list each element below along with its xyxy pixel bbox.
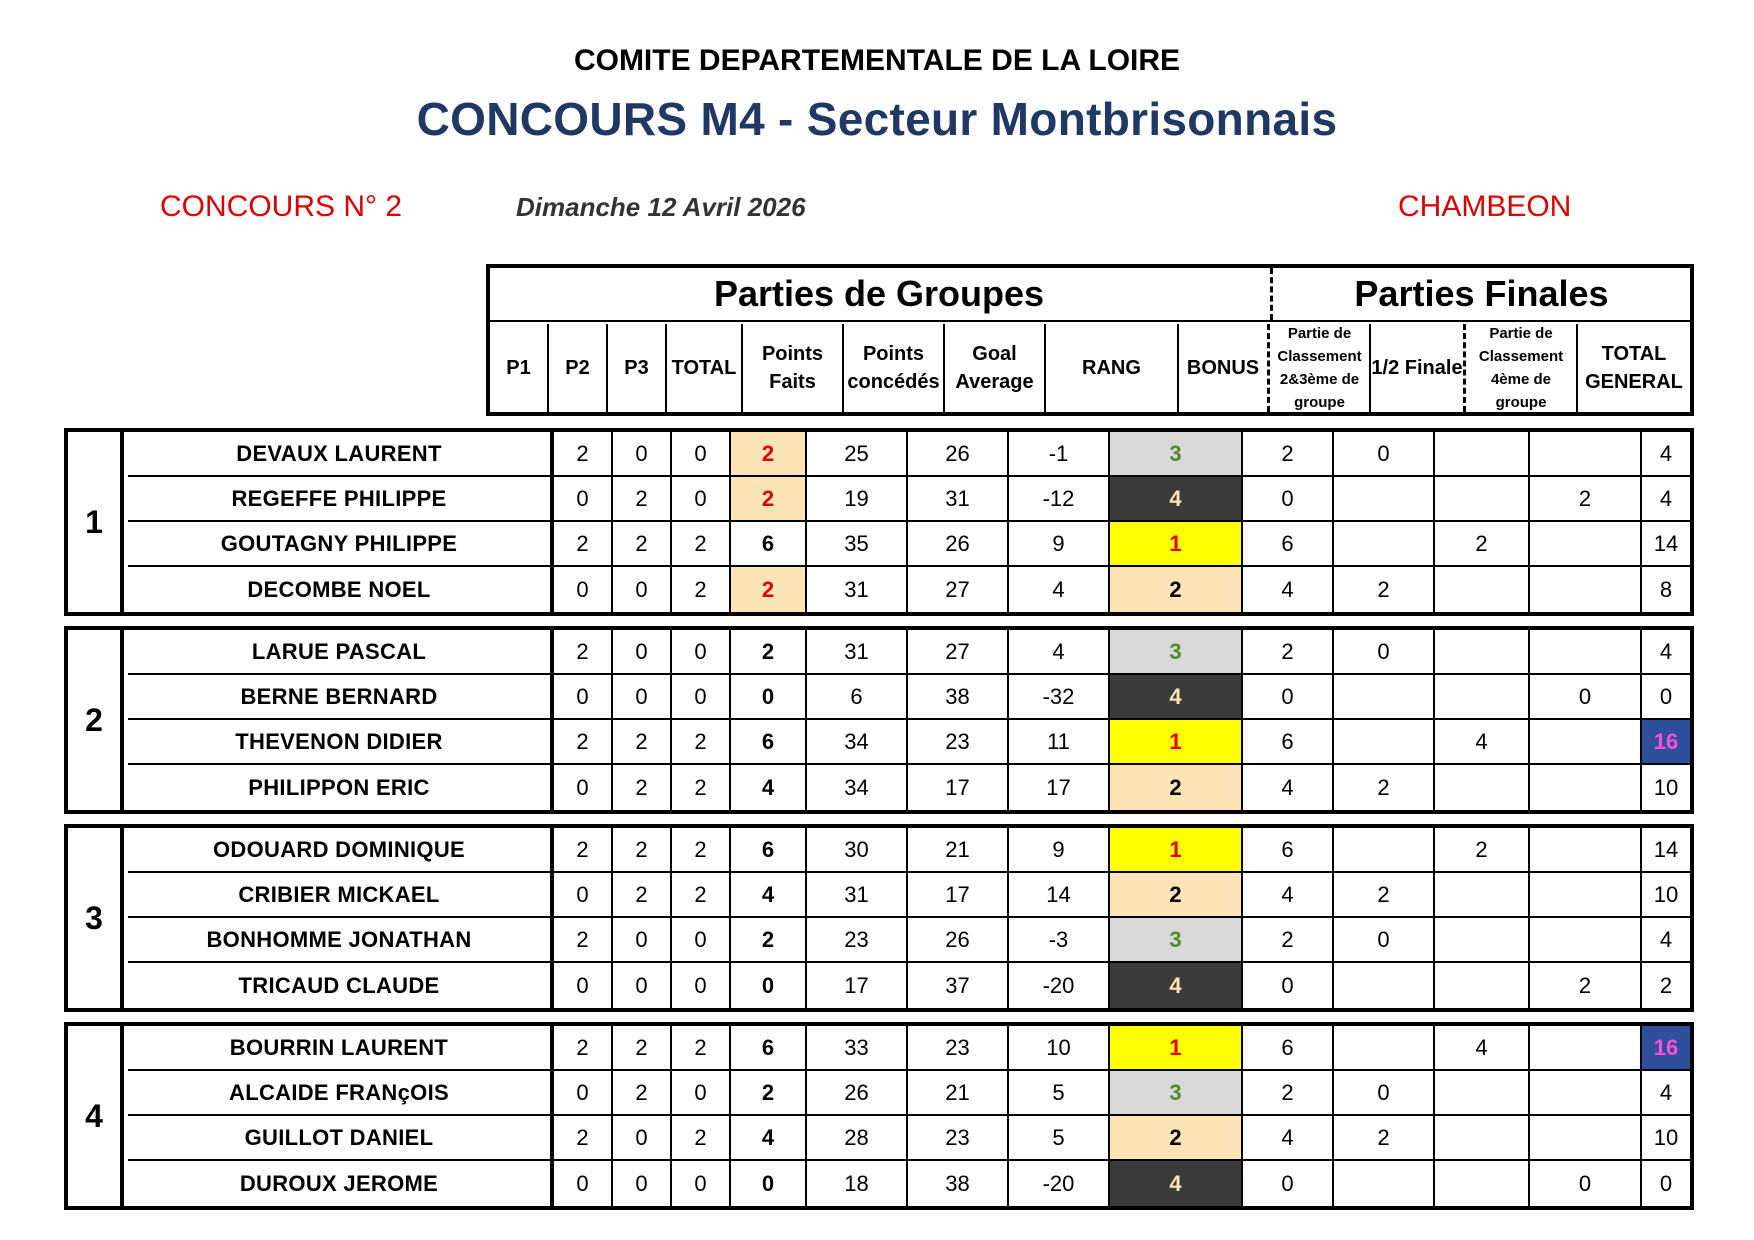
cell-rang: 4 xyxy=(1110,1161,1243,1206)
group-block xyxy=(64,626,1694,814)
cell-p2: 2 xyxy=(613,477,672,520)
concours-number: CONCOURS N° 2 xyxy=(160,190,403,223)
cell-class-23 xyxy=(1334,1161,1435,1206)
player-name: GOUTAGNY PHILIPPE xyxy=(128,522,554,565)
cell-rang: 4 xyxy=(1110,963,1243,1008)
cell-p3: 0 xyxy=(672,963,731,1008)
cell-points-concedes: 38 xyxy=(908,675,1009,718)
cell-points-concedes: 17 xyxy=(908,873,1009,916)
col-header-class-23: Partie de Classement 2&3ème de groupe xyxy=(1270,324,1371,412)
cell-total: 2 xyxy=(731,477,807,520)
cell-bonus: 6 xyxy=(1243,1026,1334,1069)
cell-class-4: 0 xyxy=(1530,675,1642,718)
cell-p3: 0 xyxy=(672,1071,731,1114)
table-row xyxy=(128,720,1690,765)
cell-bonus: 6 xyxy=(1243,522,1334,565)
cell-points-faits: 19 xyxy=(807,477,908,520)
cell-goal-average: -1 xyxy=(1009,432,1110,475)
cell-total-general: 2 xyxy=(1659,972,1673,998)
cell-semi: 2 xyxy=(1435,522,1530,565)
cell-total: 2 xyxy=(731,630,807,673)
cell-total-general: 0 xyxy=(1659,683,1673,709)
cell-p1: 0 xyxy=(554,765,613,810)
cell-p2: 2 xyxy=(613,1071,672,1114)
cell-goal-average: -20 xyxy=(1009,1161,1110,1206)
cell-points-concedes: 37 xyxy=(908,963,1009,1008)
cell-total: 4 xyxy=(731,873,807,916)
cell-semi xyxy=(1435,432,1530,475)
cell-bonus: 6 xyxy=(1243,828,1334,871)
cell-total: 4 xyxy=(731,765,807,810)
cell-bonus: 0 xyxy=(1243,477,1334,520)
cell-points-faits: 34 xyxy=(807,765,908,810)
cell-total-general: 10 xyxy=(1653,774,1679,800)
cell-points-concedes: 26 xyxy=(908,432,1009,475)
cell-semi xyxy=(1435,1071,1530,1114)
cell-class-23 xyxy=(1334,477,1435,520)
col-header-points-faits: Points Faits xyxy=(743,324,844,412)
cell-goal-average: 14 xyxy=(1009,873,1110,916)
cell-p3: 2 xyxy=(672,567,731,612)
cell-semi xyxy=(1435,477,1530,520)
cell-points-concedes: 27 xyxy=(908,567,1009,612)
cell-semi: 4 xyxy=(1435,1026,1530,1069)
cell-class-23: 2 xyxy=(1334,1116,1435,1159)
cell-points-faits: 31 xyxy=(807,873,908,916)
cell-total-general: 0 xyxy=(1659,1170,1673,1196)
cell-class-4: 2 xyxy=(1530,963,1642,1008)
cell-total: 2 xyxy=(731,918,807,961)
cell-goal-average: -32 xyxy=(1009,675,1110,718)
table-row xyxy=(128,1116,1690,1161)
cell-total: 6 xyxy=(731,522,807,565)
table-row xyxy=(128,432,1690,477)
cell-p2: 2 xyxy=(613,522,672,565)
table-row xyxy=(128,1071,1690,1116)
cell-points-concedes: 23 xyxy=(908,1116,1009,1159)
cell-rang: 2 xyxy=(1110,1116,1243,1159)
cell-points-faits: 31 xyxy=(807,567,908,612)
cell-p1: 0 xyxy=(554,567,613,612)
cell-class-4 xyxy=(1530,828,1642,871)
table-row xyxy=(128,873,1690,918)
cell-class-23: 0 xyxy=(1334,918,1435,961)
cell-p2: 2 xyxy=(613,828,672,871)
table-row xyxy=(128,675,1690,720)
cell-total-general: 4 xyxy=(1659,638,1673,664)
cell-p3: 0 xyxy=(672,432,731,475)
cell-p2: 2 xyxy=(613,873,672,916)
table-row xyxy=(128,828,1690,873)
cell-semi xyxy=(1435,963,1530,1008)
cell-class-23 xyxy=(1334,1026,1435,1069)
cell-p1: 2 xyxy=(554,1026,613,1069)
table-row xyxy=(128,963,1690,1008)
cell-total-general: 4 xyxy=(1659,485,1673,511)
cell-goal-average: 9 xyxy=(1009,522,1110,565)
cell-total: 0 xyxy=(731,675,807,718)
cell-class-23: 0 xyxy=(1334,432,1435,475)
col-header-p2: P2 xyxy=(549,324,608,412)
cell-total-general: 14 xyxy=(1653,836,1679,862)
cell-class-23 xyxy=(1334,522,1435,565)
cell-goal-average: 5 xyxy=(1009,1071,1110,1114)
player-name: CRIBIER MICKAEL xyxy=(128,873,554,916)
cell-class-23: 2 xyxy=(1334,765,1435,810)
cell-goal-average: -20 xyxy=(1009,963,1110,1008)
cell-total: 6 xyxy=(731,1026,807,1069)
cell-class-23: 0 xyxy=(1334,630,1435,673)
player-name: BOURRIN LAURENT xyxy=(128,1026,554,1069)
table-row xyxy=(128,1161,1690,1206)
cell-class-4 xyxy=(1530,765,1642,810)
cell-goal-average: 9 xyxy=(1009,828,1110,871)
player-name: ALCAIDE FRANçOIS xyxy=(128,1071,554,1114)
cell-p3: 2 xyxy=(672,828,731,871)
cell-rang: 3 xyxy=(1110,432,1243,475)
cell-bonus: 4 xyxy=(1243,567,1334,612)
cell-p3: 0 xyxy=(672,630,731,673)
cell-semi xyxy=(1435,765,1530,810)
cell-bonus: 0 xyxy=(1243,1161,1334,1206)
cell-total: 4 xyxy=(731,1116,807,1159)
concours-location: CHAMBEON xyxy=(1398,190,1572,223)
cell-total: 2 xyxy=(731,567,807,612)
cell-points-concedes: 21 xyxy=(908,828,1009,871)
cell-total: 6 xyxy=(731,828,807,871)
cell-total-general: 10 xyxy=(1653,1124,1679,1150)
table-row xyxy=(128,630,1690,675)
col-header-semi: 1/2 Finale xyxy=(1371,324,1466,412)
cell-semi xyxy=(1435,675,1530,718)
cell-semi: 2 xyxy=(1435,828,1530,871)
player-name: THEVENON DIDIER xyxy=(128,720,554,763)
cell-class-4 xyxy=(1530,432,1642,475)
col-header-p1: P1 xyxy=(490,324,549,412)
cell-points-faits: 30 xyxy=(807,828,908,871)
cell-bonus: 0 xyxy=(1243,675,1334,718)
cell-class-4 xyxy=(1530,1116,1642,1159)
cell-semi xyxy=(1435,918,1530,961)
cell-p3: 2 xyxy=(672,1116,731,1159)
cell-points-faits: 34 xyxy=(807,720,908,763)
cell-p1: 0 xyxy=(554,1071,613,1114)
player-name: ODOUARD DOMINIQUE xyxy=(128,828,554,871)
section-row xyxy=(490,268,1690,322)
cell-points-faits: 23 xyxy=(807,918,908,961)
cell-points-concedes: 31 xyxy=(908,477,1009,520)
cell-rang: 1 xyxy=(1110,1026,1243,1069)
cell-bonus: 2 xyxy=(1243,1071,1334,1114)
player-name: BONHOMME JONATHAN xyxy=(128,918,554,961)
cell-p3: 2 xyxy=(672,873,731,916)
col-header-total: TOTAL xyxy=(667,324,743,412)
cell-rang: 2 xyxy=(1110,765,1243,810)
cell-p1: 0 xyxy=(554,963,613,1008)
cell-total: 0 xyxy=(731,963,807,1008)
cell-total-general: 16 xyxy=(1642,720,1690,763)
player-name: LARUE PASCAL xyxy=(128,630,554,673)
cell-goal-average: -12 xyxy=(1009,477,1110,520)
player-name: DEVAUX LAURENT xyxy=(128,432,554,475)
cell-rang: 4 xyxy=(1110,477,1243,520)
cell-points-faits: 25 xyxy=(807,432,908,475)
cell-semi: 4 xyxy=(1435,720,1530,763)
player-name: DUROUX JEROME xyxy=(128,1161,554,1206)
cell-rang: 2 xyxy=(1110,873,1243,916)
cell-p1: 2 xyxy=(554,522,613,565)
cell-p2: 0 xyxy=(613,567,672,612)
cell-total: 2 xyxy=(731,432,807,475)
cell-p2: 0 xyxy=(613,1116,672,1159)
cell-class-4 xyxy=(1530,720,1642,763)
col-header-class-4: Partie de Classement 4ème de groupe xyxy=(1466,324,1578,412)
player-name: REGEFFE PHILIPPE xyxy=(128,477,554,520)
cell-class-4 xyxy=(1530,567,1642,612)
cell-points-concedes: 21 xyxy=(908,1071,1009,1114)
cell-p2: 2 xyxy=(613,720,672,763)
col-header-bonus: BONUS xyxy=(1179,324,1270,412)
cell-p2: 0 xyxy=(613,1161,672,1206)
cell-class-23 xyxy=(1334,963,1435,1008)
cell-p1: 0 xyxy=(554,1161,613,1206)
cell-total-general: 4 xyxy=(1659,440,1673,466)
cell-p2: 0 xyxy=(613,432,672,475)
group-block xyxy=(64,824,1694,1012)
cell-class-23: 2 xyxy=(1334,873,1435,916)
cell-bonus: 4 xyxy=(1243,1116,1334,1159)
cell-total-general: 14 xyxy=(1653,530,1679,556)
cell-class-4 xyxy=(1530,873,1642,916)
group-number: 3 xyxy=(68,828,124,1008)
cell-points-concedes: 26 xyxy=(908,918,1009,961)
cell-bonus: 0 xyxy=(1243,963,1334,1008)
cell-total-general: 4 xyxy=(1659,1079,1673,1105)
col-header-rang: RANG xyxy=(1046,324,1179,412)
player-name: TRICAUD CLAUDE xyxy=(128,963,554,1008)
cell-p2: 2 xyxy=(613,765,672,810)
page-title: CONCOURS M4 - Secteur Montbrisonnais xyxy=(416,93,1338,145)
cell-p3: 2 xyxy=(672,765,731,810)
cell-bonus: 6 xyxy=(1243,720,1334,763)
cell-bonus: 2 xyxy=(1243,630,1334,673)
cell-rang: 1 xyxy=(1110,828,1243,871)
cell-p1: 0 xyxy=(554,675,613,718)
table-row xyxy=(128,567,1690,612)
cell-points-faits: 28 xyxy=(807,1116,908,1159)
cell-rang: 1 xyxy=(1110,720,1243,763)
cell-goal-average: 5 xyxy=(1009,1116,1110,1159)
cell-points-faits: 6 xyxy=(807,675,908,718)
cell-class-4 xyxy=(1530,918,1642,961)
group-number: 1 xyxy=(68,432,124,612)
cell-class-23 xyxy=(1334,828,1435,871)
cell-points-concedes: 27 xyxy=(908,630,1009,673)
player-name: DECOMBE NOEL xyxy=(128,567,554,612)
cell-semi xyxy=(1435,567,1530,612)
cell-p1: 0 xyxy=(554,477,613,520)
cell-goal-average: 4 xyxy=(1009,567,1110,612)
cell-p3: 2 xyxy=(672,522,731,565)
cell-class-4: 2 xyxy=(1530,477,1642,520)
cell-rang: 1 xyxy=(1110,522,1243,565)
cell-class-4 xyxy=(1530,1026,1642,1069)
cell-semi xyxy=(1435,1161,1530,1206)
table-row xyxy=(128,477,1690,522)
cell-p3: 0 xyxy=(672,918,731,961)
group-number: 4 xyxy=(68,1026,124,1206)
cell-semi xyxy=(1435,1116,1530,1159)
cell-class-23 xyxy=(1334,675,1435,718)
cell-points-concedes: 17 xyxy=(908,765,1009,810)
cell-class-4 xyxy=(1530,522,1642,565)
cell-p3: 0 xyxy=(672,477,731,520)
cell-p2: 0 xyxy=(613,630,672,673)
cell-p1: 2 xyxy=(554,720,613,763)
cell-p1: 2 xyxy=(554,630,613,673)
cell-points-faits: 17 xyxy=(807,963,908,1008)
cell-points-concedes: 23 xyxy=(908,1026,1009,1069)
cell-rang: 3 xyxy=(1110,1071,1243,1114)
table-header xyxy=(486,264,1694,416)
org-title: COMITE DEPARTEMENTALE DE LA LOIRE xyxy=(573,44,1181,77)
cell-points-faits: 35 xyxy=(807,522,908,565)
cell-p2: 0 xyxy=(613,918,672,961)
cell-points-faits: 33 xyxy=(807,1026,908,1069)
cell-class-4 xyxy=(1530,1071,1642,1114)
cell-total-general: 10 xyxy=(1653,881,1679,907)
player-name: PHILIPPON ERIC xyxy=(128,765,554,810)
cell-class-23: 0 xyxy=(1334,1071,1435,1114)
cell-bonus: 2 xyxy=(1243,918,1334,961)
cell-p3: 0 xyxy=(672,675,731,718)
cell-p1: 2 xyxy=(554,918,613,961)
cell-p1: 2 xyxy=(554,1116,613,1159)
cell-class-23: 2 xyxy=(1334,567,1435,612)
col-header-goal-average: Goal Average xyxy=(945,324,1046,412)
cell-p2: 0 xyxy=(613,963,672,1008)
group-number: 2 xyxy=(68,630,124,810)
cell-rang: 2 xyxy=(1110,567,1243,612)
group-block xyxy=(64,428,1694,616)
cell-p1: 2 xyxy=(554,432,613,475)
cell-semi xyxy=(1435,873,1530,916)
cell-class-4: 0 xyxy=(1530,1161,1642,1206)
cell-p1: 0 xyxy=(554,873,613,916)
cell-goal-average: 17 xyxy=(1009,765,1110,810)
cell-p1: 2 xyxy=(554,828,613,871)
cell-goal-average: 11 xyxy=(1009,720,1110,763)
cell-points-concedes: 26 xyxy=(908,522,1009,565)
table-row xyxy=(128,1026,1690,1071)
cell-bonus: 4 xyxy=(1243,765,1334,810)
cell-rang: 3 xyxy=(1110,918,1243,961)
table-row xyxy=(128,765,1690,810)
cell-rang: 3 xyxy=(1110,630,1243,673)
player-name: BERNE BERNARD xyxy=(128,675,554,718)
group-block xyxy=(64,1022,1694,1210)
cell-class-23 xyxy=(1334,720,1435,763)
cell-bonus: 4 xyxy=(1243,873,1334,916)
cell-semi xyxy=(1435,630,1530,673)
cell-goal-average: 4 xyxy=(1009,630,1110,673)
cell-p2: 2 xyxy=(613,1026,672,1069)
cell-points-concedes: 23 xyxy=(908,720,1009,763)
cell-points-faits: 18 xyxy=(807,1161,908,1206)
cell-points-faits: 26 xyxy=(807,1071,908,1114)
section-groups-title: Parties de Groupes xyxy=(713,273,1045,314)
cell-points-faits: 31 xyxy=(807,630,908,673)
col-header-points-concedes: Points concédés xyxy=(844,324,945,412)
cell-p3: 2 xyxy=(672,720,731,763)
section-finals-title: Parties Finales xyxy=(1270,268,1690,320)
cell-total: 2 xyxy=(731,1071,807,1114)
cell-class-4 xyxy=(1530,630,1642,673)
cell-total: 6 xyxy=(731,720,807,763)
cell-total-general: 4 xyxy=(1659,926,1673,952)
col-header-total-general: TOTAL GENERAL xyxy=(1585,343,1683,393)
player-name: GUILLOT DANIEL xyxy=(128,1116,554,1159)
cell-total-general: 8 xyxy=(1659,576,1673,602)
concours-date: Dimanche 12 Avril 2026 xyxy=(516,192,806,222)
cell-p3: 0 xyxy=(672,1161,731,1206)
cell-rang: 4 xyxy=(1110,675,1243,718)
cell-bonus: 2 xyxy=(1243,432,1334,475)
cell-goal-average: 10 xyxy=(1009,1026,1110,1069)
cell-total-general: 16 xyxy=(1642,1026,1690,1069)
cell-goal-average: -3 xyxy=(1009,918,1110,961)
table-row xyxy=(128,522,1690,567)
cell-total: 0 xyxy=(731,1161,807,1206)
col-header-p3: P3 xyxy=(608,324,667,412)
cell-p3: 2 xyxy=(672,1026,731,1069)
cell-points-concedes: 38 xyxy=(908,1161,1009,1206)
cell-p2: 0 xyxy=(613,675,672,718)
table-row xyxy=(128,918,1690,963)
